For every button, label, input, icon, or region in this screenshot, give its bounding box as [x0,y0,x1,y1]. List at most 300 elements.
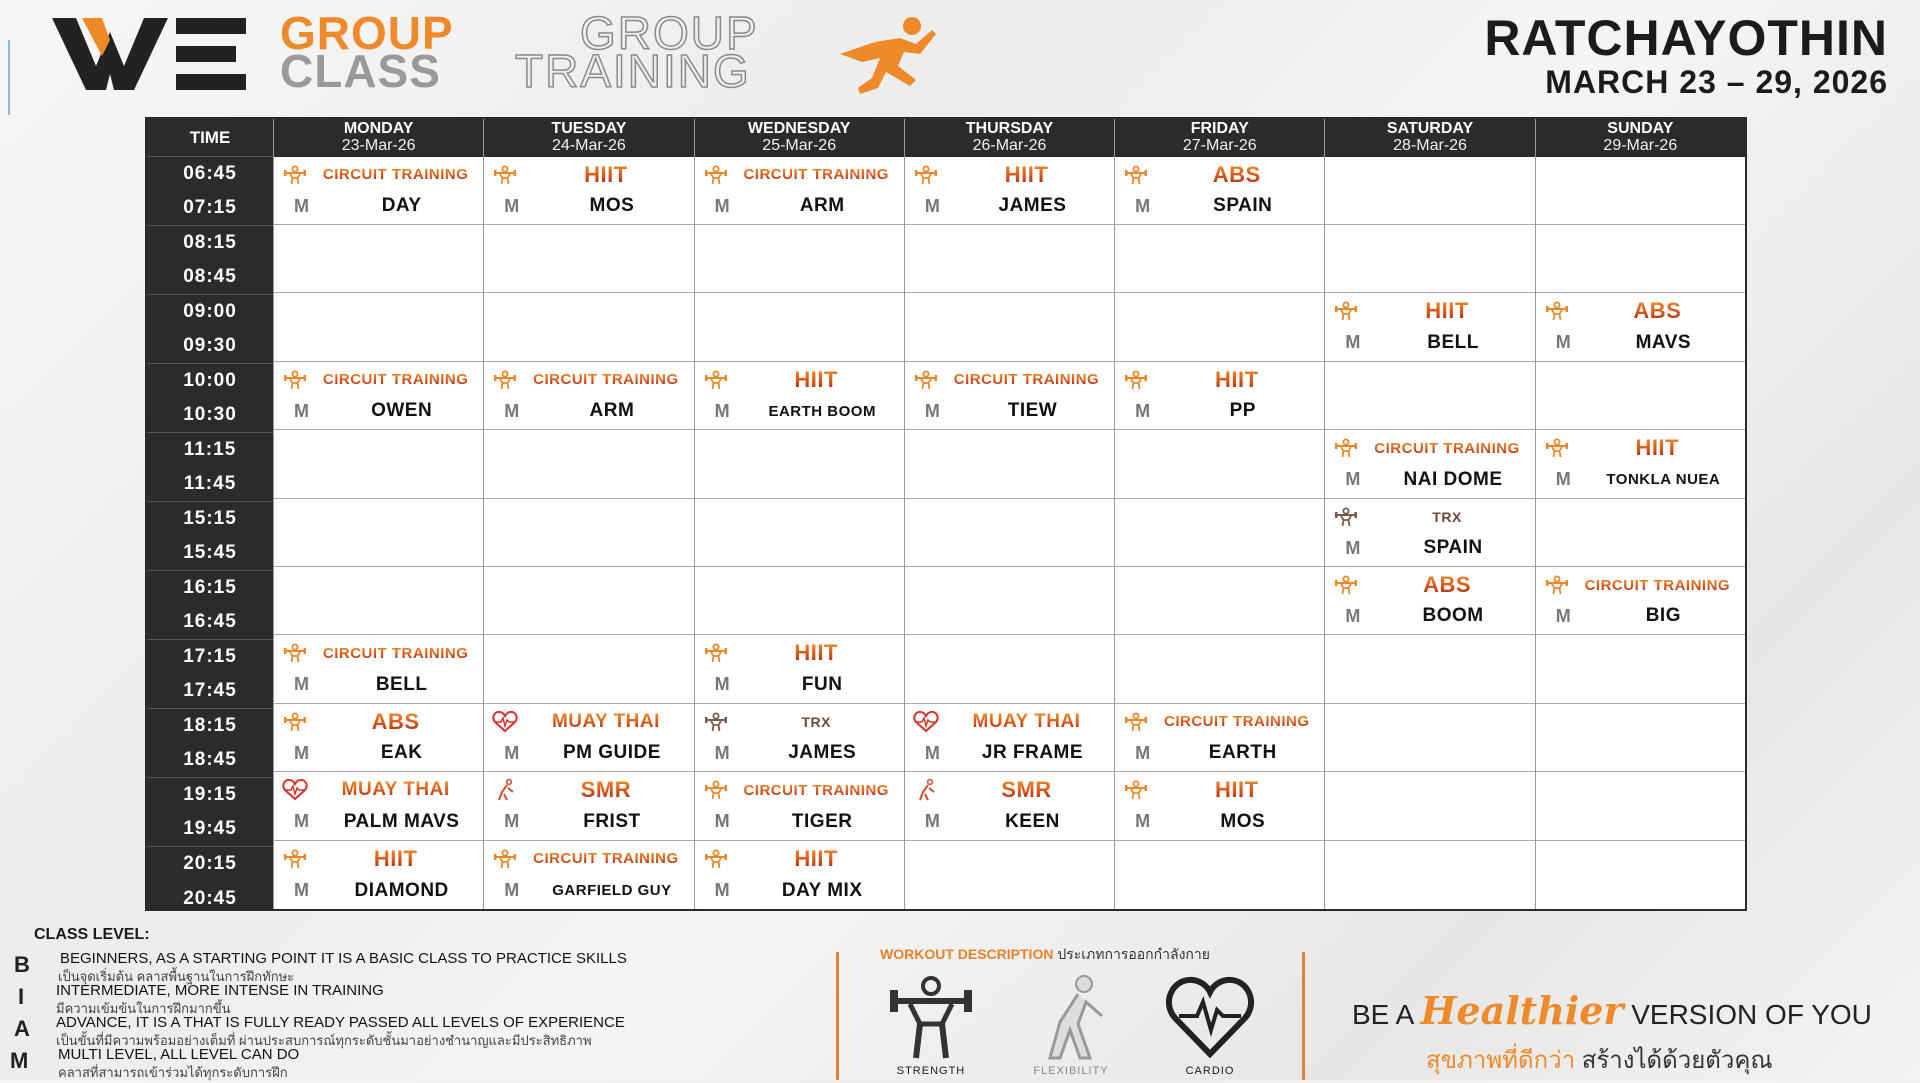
time-start: 17:15 [183,646,237,667]
instructor-name: TIEW [1007,400,1058,422]
cardio-icon [492,711,518,733]
class-title-row [1536,571,1745,599]
schedule-cell[interactable] [274,772,483,840]
slogan-thai [1426,1040,1773,1079]
time-slot [147,295,273,364]
location-block [1484,12,1888,100]
schedule-cell[interactable] [274,841,483,909]
cardio-icon [282,779,308,801]
class-name: MUAY THAI [939,711,1114,733]
day-date: 27-Mar-26 [1182,137,1257,154]
time-end: 17:45 [183,680,237,701]
schedule-cell[interactable] [695,772,904,840]
class-name: MUAY THAI [518,711,693,733]
slogan-pre: BE A [1352,999,1413,1030]
schedule-cell [905,567,1114,635]
workout-title-th: ประเภทการออกกำลังกาย [1057,946,1210,962]
class-detail-row [695,672,904,698]
schedule-cell[interactable] [274,157,483,225]
schedule-cell[interactable] [484,362,693,430]
time-end: 20:45 [183,887,237,909]
class-title-row [484,708,693,736]
level-code-a: A [14,1016,30,1041]
time-slot [147,364,273,433]
strength-icon [282,848,308,870]
class-title-row [274,845,483,873]
day-column [694,119,904,909]
schedule-cell [1115,430,1324,498]
schedule-cell[interactable] [274,704,483,772]
strength-icon [1544,300,1570,322]
class-level: M [504,880,520,901]
schedule-cell [1115,225,1324,293]
level-code-b: B [14,952,30,977]
class-title-row [1325,571,1534,599]
class-level: M [714,400,730,421]
schedule-cell [274,430,483,498]
time-slot [147,709,273,778]
day-date: 29-Mar-26 [1603,137,1678,154]
instructor-name: DAY MIX [781,879,863,901]
instructor-name: ARM [589,400,635,422]
footer [0,912,1920,1080]
instructor-name: DIAMOND [354,879,449,901]
schedule-cell[interactable] [905,157,1114,225]
time-start: 08:15 [183,232,237,253]
schedule-cell [1325,362,1534,430]
instructor-name: EAK [380,742,423,764]
class-name: CIRCUIT TRAINING [308,371,483,388]
time-end: 08:45 [183,266,237,287]
class-name: CIRCUIT TRAINING [729,782,904,799]
strength-icon [886,972,976,1062]
schedule-cell [1536,772,1745,840]
level-code-i: I [18,984,25,1009]
instructor-name: TONKLA NUEA [1606,471,1721,489]
schedule-cell [274,499,483,567]
brand-training-outline: TRAINING [515,45,751,97]
schedule-cell[interactable] [274,635,483,703]
instructor-name: FRIST [583,810,641,832]
class-detail-row [484,809,693,835]
class-detail-row [1115,398,1324,424]
schedule-cell[interactable] [695,704,904,772]
class-title-row [1115,776,1324,804]
class-level-title: CLASS LEVEL: [34,926,150,943]
time-start: 20:15 [183,853,237,875]
class-level: M [714,811,730,832]
level-a-desc: ADVANCE, IT IS A THAT IS FULLY READY PASSED ALL LEVELS OF EXPERIENCE [56,1014,625,1031]
class-name: CIRCUIT TRAINING [308,166,483,183]
class-name: HIIT [729,640,904,666]
schedule-cell[interactable] [1325,430,1534,498]
schedule-cell[interactable] [1536,293,1745,361]
class-name: HIIT [518,162,693,188]
strength-icon [282,642,308,664]
schedule-cell [1325,704,1534,772]
schedule-cell [1536,704,1745,772]
schedule-cell[interactable] [484,704,693,772]
class-title-row [695,639,904,667]
schedule-cell [1115,499,1324,567]
strength-icon [1544,574,1570,596]
time-start: 18:15 [183,715,237,736]
workout-title-en: WORKOUT DESCRIPTION [880,946,1054,962]
class-detail-row [274,398,483,424]
schedule-cell [695,225,904,293]
day-header [274,119,483,157]
instructor-name: MAVS [1635,331,1692,353]
time-start: 15:15 [183,508,237,529]
time-end: 15:45 [183,542,237,563]
class-detail-row [274,193,483,219]
class-detail-row [1115,740,1324,766]
schedule-cell [484,567,693,635]
flexibility-icon [492,779,518,801]
class-detail-row [905,809,1114,835]
time-start: 06:45 [183,163,237,184]
strength-icon [492,164,518,186]
level-b-desc: BEGINNERS, AS A STARTING POINT IT IS A BASIC CLASS TO PRACTICE SKILLS [60,950,627,967]
class-title-row [274,639,483,667]
class-title-row [1325,297,1534,325]
strength-icon [282,164,308,186]
class-detail-row [1115,193,1324,219]
day-name: THURSDAY [965,120,1054,137]
class-title-row [484,776,693,804]
class-level: M [1555,469,1571,490]
class-detail-row [484,193,693,219]
time-end: 10:30 [183,404,237,425]
class-title-row [905,708,1114,736]
class-title-row [695,366,904,394]
class-detail-row [695,398,904,424]
time-end: 11:45 [183,473,237,494]
class-level: M [1345,469,1361,490]
schedule-cell[interactable] [905,772,1114,840]
class-title-row [695,845,904,873]
class-detail-row [1325,535,1534,561]
class-title-row [274,161,483,189]
instructor-name: NAI DOME [1403,468,1503,490]
schedule-cell [695,567,904,635]
schedule-cell [1115,841,1324,909]
class-name: HIIT [729,367,904,393]
strength-dark-icon [1333,506,1359,528]
schedule-cell[interactable] [1325,567,1534,635]
class-level: M [924,400,940,421]
time-start: 10:00 [183,370,237,391]
schedule-cell[interactable] [695,362,904,430]
instructor-name: GARFIELD GUY [552,882,672,900]
flexibility-label: FLEXIBILITY [1033,1065,1109,1077]
schedule-cell[interactable] [695,157,904,225]
class-level: M [1135,400,1151,421]
instructor-name: FUN [801,673,843,695]
class-title-row [695,161,904,189]
class-name: CIRCUIT TRAINING [1359,440,1534,457]
class-title-row [905,161,1114,189]
schedule-cell [1115,293,1324,361]
time-slot [147,157,273,226]
class-name: CIRCUIT TRAINING [1149,713,1324,730]
time-slot [147,778,273,847]
cardio-label: CARDIO [1185,1065,1235,1077]
instructor-name: JAMES [788,742,857,764]
schedule-cell [905,293,1114,361]
instructor-name: DAY [381,195,422,217]
class-detail-row [695,878,904,904]
schedule-cell [905,635,1114,703]
day-column [904,119,1114,909]
schedule-cell[interactable] [1325,499,1534,567]
class-detail-row [695,193,904,219]
class-level: M [1555,605,1571,626]
class-level: M [294,674,309,695]
class-name: ABS [308,709,483,735]
strength-icon [703,642,729,664]
strength-icon [492,369,518,391]
class-name: SMR [939,777,1114,803]
day-column [273,119,483,909]
day-name: SATURDAY [1386,120,1474,137]
class-level: M [504,811,520,832]
slogan-post: VERSION OF YOU [1631,999,1872,1030]
strength-icon [1333,300,1359,322]
flexibility-icon [1026,972,1116,1062]
day-header [1325,119,1534,157]
instructor-name: KEEN [1005,810,1060,832]
day-column [1324,119,1534,909]
class-level: M [714,742,730,763]
class-name: CIRCUIT TRAINING [1570,577,1745,594]
instructor-name: EARTH BOOM [768,402,876,420]
class-level: M [1345,605,1361,626]
class-title-row [695,708,904,736]
schedule-cell[interactable] [1536,567,1745,635]
time-end: 07:15 [183,197,237,218]
class-name: HIIT [939,162,1114,188]
schedule-cell[interactable] [1115,362,1324,430]
schedule-cell[interactable] [905,362,1114,430]
day-header [905,119,1114,157]
schedule-cell[interactable] [484,772,693,840]
schedule-cell[interactable] [274,362,483,430]
instructor-name: BOOM [1422,605,1484,627]
divider-left [836,952,839,1080]
class-level: M [714,674,730,695]
class-level: M [294,880,309,901]
schedule-cell [274,567,483,635]
class-level: M [1345,332,1361,353]
day-column [1114,119,1324,909]
strength-icon [703,848,729,870]
instructor-name: PALM MAVS [343,810,460,832]
schedule-cell [1536,225,1745,293]
time-start: 11:15 [183,439,237,460]
class-name: CIRCUIT TRAINING [308,645,483,662]
schedule-cell[interactable] [695,635,904,703]
divider-right [1302,952,1305,1080]
strength-icon [1123,369,1149,391]
instructor-name: PP [1229,400,1256,422]
class-name: HIIT [1570,435,1745,461]
class-detail-row [905,398,1114,424]
day-name: SUNDAY [1607,120,1674,137]
schedule-cell [1325,841,1534,909]
class-level: M [504,742,520,763]
schedule-cell [1325,225,1534,293]
class-name: MUAY THAI [308,779,483,801]
cardio-icon [1165,972,1255,1062]
time-slot [147,433,273,502]
class-title-row [484,161,693,189]
class-title-row [1536,297,1745,325]
class-detail-row [1325,603,1534,629]
brand-class: CLASS [280,45,441,97]
left-accent-line [8,40,10,115]
class-title-row [274,776,483,804]
schedule-cell [1536,499,1745,567]
brand-group: GROUP [280,7,454,59]
instructor-name: JR FRAME [981,742,1084,764]
class-name: CIRCUIT TRAINING [518,850,693,867]
day-column [1535,119,1745,909]
class-name: ABS [1149,162,1324,188]
class-name: HIIT [1149,367,1324,393]
slogan-highlight: Healthier [1420,988,1624,1033]
schedule-cell [484,293,693,361]
day-name: WEDNESDAY [747,120,851,137]
class-detail-row [484,878,693,904]
schedule-cell [1536,362,1745,430]
time-column [147,119,273,909]
instructor-name: BIG [1645,605,1681,627]
strength-icon [913,164,939,186]
class-detail-row [905,193,1114,219]
strength-icon [1333,437,1359,459]
instructor-name: JAMES [998,195,1067,217]
level-i-desc: INTERMEDIATE, MORE INTENSE IN TRAINING [56,982,384,999]
level-a-desc-th: เป็นขั้นที่มีความพร้อมอย่างเต็มที่ ผ่านประสบการณ์ทุกระดับชั้นมาอย่างชำนาญและมีประสิทธิภาพ [56,1033,592,1048]
cardio-icon [913,711,939,733]
instructor-name: TIGER [791,810,853,832]
class-name: TRX [801,713,831,730]
schedule-cell[interactable] [1115,157,1324,225]
workout-description-title [880,944,1210,966]
instructor-name: MOS [1220,810,1266,832]
time-slot [147,571,273,640]
instructor-name: EARTH [1208,742,1277,764]
class-title-row [1115,708,1324,736]
day-date: 28-Mar-26 [1393,137,1467,154]
class-detail-row [1325,467,1534,493]
class-title-row [484,845,693,873]
class-detail-row [695,740,904,766]
schedule-cell [1325,157,1534,225]
slogan [1352,988,1872,1033]
schedule-cell [484,225,693,293]
instructor-name: SPAIN [1423,537,1483,559]
class-title-row [484,366,693,394]
strength-icon [703,369,729,391]
strength-label: STRENGTH [896,1065,966,1077]
time-start: 09:00 [183,301,237,322]
class-level: M [1135,811,1151,832]
schedule-cell [1325,635,1534,703]
strength-icon [1123,779,1149,801]
schedule-cell [905,499,1114,567]
day-name: TUESDAY [551,120,627,137]
strength-icon [913,369,939,391]
time-end: 09:30 [183,335,237,356]
day-header [695,119,904,157]
class-title-row [1536,434,1745,462]
schedule-cell [1536,841,1745,909]
class-title-row [905,776,1114,804]
schedule-cell [695,499,904,567]
schedule-cell[interactable] [1325,293,1534,361]
brand-group-outline: GROUP [580,7,759,59]
strength-icon [1123,711,1149,733]
class-level: M [924,811,940,832]
class-name: CIRCUIT TRAINING [518,371,693,388]
schedule-cell [1115,567,1324,635]
class-detail-row [484,740,693,766]
schedule-cell [484,635,693,703]
date-range: MARCH 23 – 29, 2026 [1545,64,1888,100]
instructor-name: PM GUIDE [562,742,661,764]
schedule-cell [274,293,483,361]
schedule-cell[interactable] [484,841,693,909]
class-title-row [274,366,483,394]
day-date: 25-Mar-26 [762,137,837,154]
class-name: ABS [1359,572,1534,598]
class-title-row [1325,434,1534,462]
class-level: M [1345,537,1361,558]
level-b-desc-th: เป็นจุดเริ่มต้น คลาสพื้นฐานในการฝึกทักษะ [58,969,295,984]
schedule-cell[interactable] [905,704,1114,772]
schedule-cell[interactable] [484,157,693,225]
schedule-cell [905,841,1114,909]
class-name: CIRCUIT TRAINING [729,166,904,183]
strength-icon [703,164,729,186]
class-title-row [274,708,483,736]
schedule-cell[interactable] [1115,772,1324,840]
schedule-cell [1325,772,1534,840]
class-level: M [504,195,520,216]
day-column [483,119,693,909]
time-slot [147,502,273,571]
level-i-desc-th: มีความเข้มข้นในการฝึกมากขึ้น [56,1001,231,1016]
class-detail-row [1115,809,1324,835]
schedule-cell[interactable] [1536,430,1745,498]
day-header [1115,119,1324,157]
class-title-row [1115,161,1324,189]
class-level: M [924,742,940,763]
schedule-cell[interactable] [695,841,904,909]
class-name: ABS [1570,298,1745,324]
schedule-cell [695,430,904,498]
day-header [484,119,693,157]
class-name: HIIT [1149,777,1324,803]
schedule-cell [1536,157,1745,225]
class-detail-row [274,809,483,835]
we-logo [52,18,252,90]
class-level: M [714,195,730,216]
schedule-cell[interactable] [1115,704,1324,772]
instructor-name: BELL [1427,331,1479,353]
